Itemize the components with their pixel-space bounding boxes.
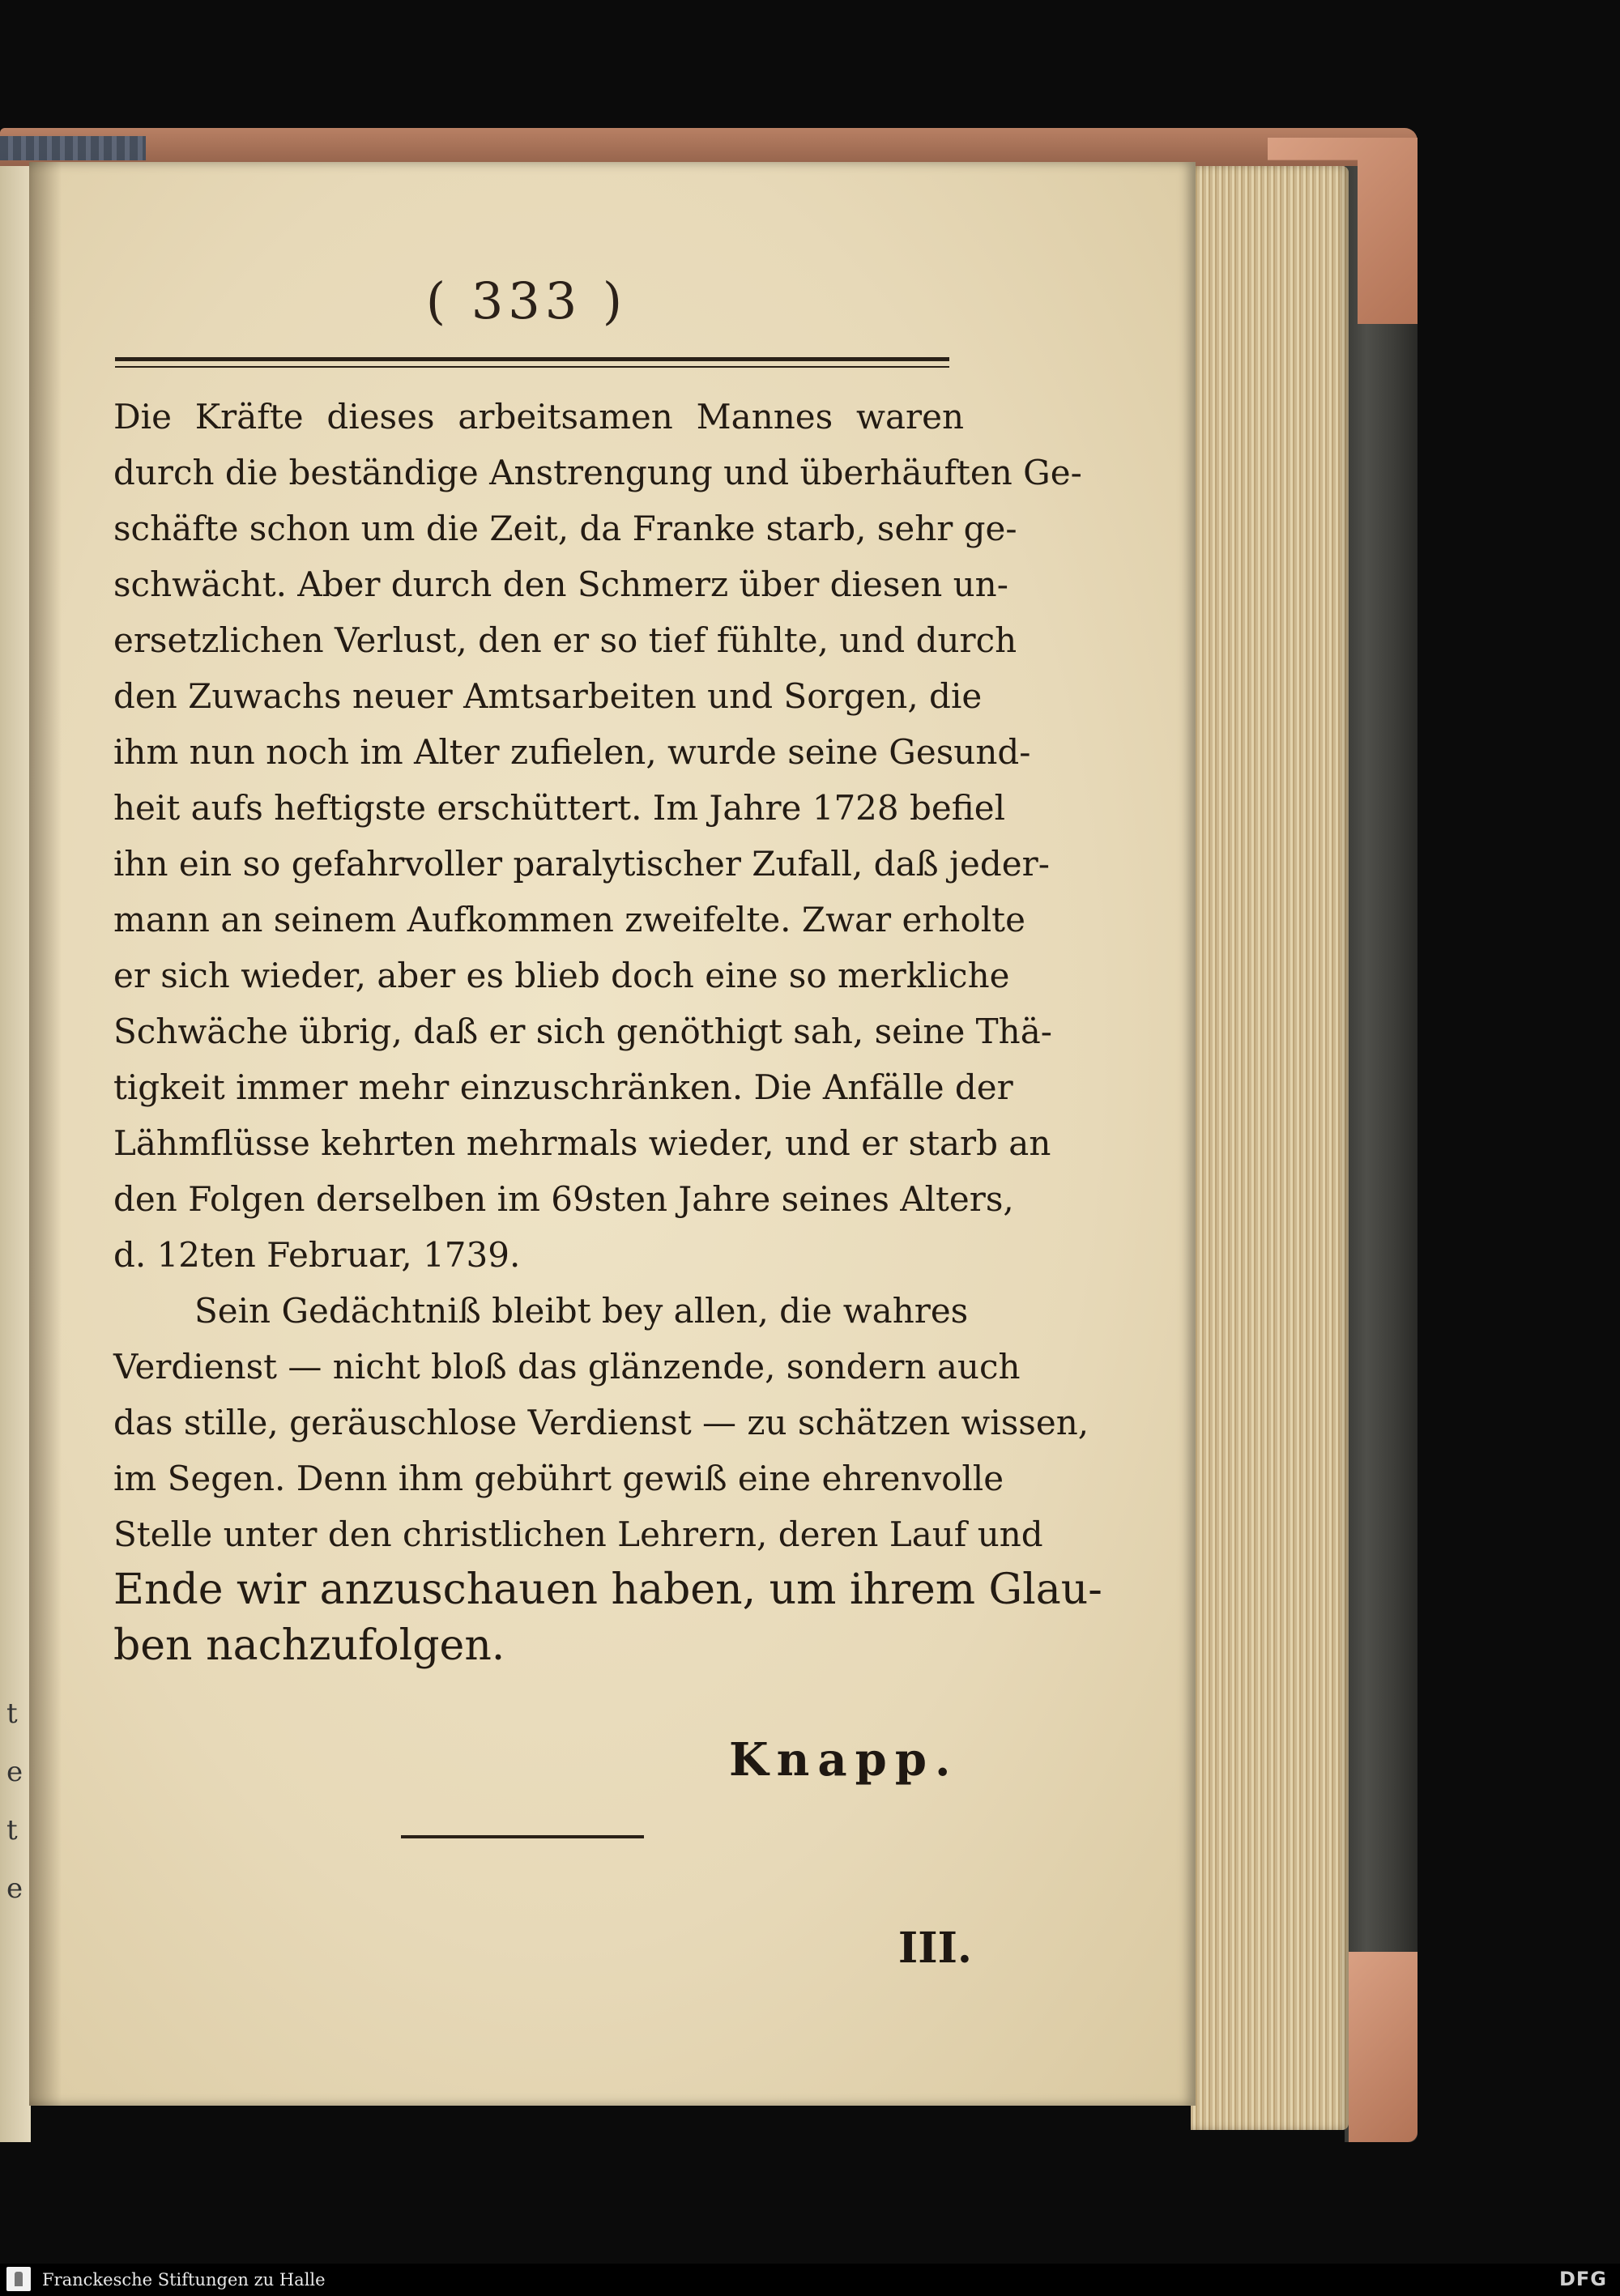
text-line: Lähmflüsse kehrten mehrmals wieder, und er starb an bbox=[113, 1123, 1051, 1163]
text-line: schäfte schon um die Zeit, da Franke starb, sehr ge- bbox=[113, 509, 1017, 548]
text-line: den Zuwachs neuer Amtsarbeiten und Sorgen, die bbox=[113, 676, 983, 716]
text-line: im Segen. Denn ihm gebührt gewiß eine ehrenvolle bbox=[113, 1459, 1004, 1498]
text-line: heit aufs heftigste erschüttert. Im Jahre 1728 befiel bbox=[113, 788, 1006, 828]
closing-rule bbox=[401, 1835, 644, 1838]
catchword: III. bbox=[897, 1923, 972, 1973]
gutter-shadow bbox=[29, 162, 62, 2106]
page-block-edge bbox=[1191, 166, 1349, 2130]
text-line: Die Kräfte dieses arbeitsamen Mannes waren bbox=[113, 397, 964, 437]
text-line: den Folgen derselben im 69sten Jahre seines Alters, bbox=[113, 1179, 1014, 1219]
facing-page-margin-letters bbox=[6, 1685, 23, 1944]
text-line: durch die beständige Anstrengung und überhäuften Ge- bbox=[113, 453, 1082, 492]
margin-letter: e bbox=[6, 1872, 23, 1905]
body-text bbox=[113, 389, 1102, 1674]
text-line: ihn ein so gefahrvoller paralytischer Zufall, daß jeder- bbox=[113, 844, 1050, 884]
text-line: ben nachzufolgen. bbox=[113, 1621, 505, 1670]
institution-name: Franckesche Stiftungen zu Halle bbox=[42, 2270, 326, 2290]
text-line: das stille, geräuschlose Verdienst — zu schätzen wissen, bbox=[113, 1403, 1089, 1442]
institution-logo-icon bbox=[6, 2267, 31, 2291]
leather-corner-bottom bbox=[1349, 1952, 1418, 2142]
text-line: schwächt. Aber durch den Schmerz über diesen un- bbox=[113, 564, 1008, 604]
text-line: ihm nun noch im Alter zufielen, wurde seine Gesund- bbox=[113, 732, 1031, 772]
book-cover-spine bbox=[1345, 166, 1418, 2142]
viewer-footer bbox=[0, 2264, 1620, 2296]
margin-letter: t bbox=[6, 1698, 18, 1730]
page-number: ( 333 ) bbox=[425, 271, 628, 330]
margin-letter: e bbox=[6, 1756, 23, 1788]
text-line: Sein Gedächtniß bleibt bey allen, die wahres bbox=[194, 1291, 969, 1331]
text-line: Stelle unter den christlichen Lehrern, deren Lauf und bbox=[113, 1514, 1043, 1554]
text-line: Ende wir anzuschauen haben, um ihrem Glau- bbox=[113, 1565, 1102, 1614]
margin-letter: t bbox=[6, 1814, 18, 1847]
text-line: Schwäche übrig, daß er sich genöthigt sah, seine Thä- bbox=[113, 1012, 1052, 1051]
text-line: Verdienst — nicht bloß das glänzende, sondern auch bbox=[113, 1347, 1021, 1387]
text-line: mann an seinem Aufkommen zweifelte. Zwar erholte bbox=[113, 900, 1025, 939]
dfg-badge: DFG bbox=[1558, 2268, 1607, 2290]
cover-label-strip bbox=[0, 136, 146, 160]
text-line: ersetzlichen Verlust, den er so tief fühlte, und durch bbox=[113, 620, 1017, 660]
header-rule bbox=[115, 357, 949, 368]
author-signature: Knapp. bbox=[729, 1733, 959, 1787]
text-line: d. 12ten Februar, 1739. bbox=[113, 1235, 521, 1275]
text-line: tigkeit immer mehr einzuschränken. Die Anfälle der bbox=[113, 1067, 1013, 1107]
text-line: er sich wieder, aber es blieb doch eine so merkliche bbox=[113, 956, 1010, 995]
